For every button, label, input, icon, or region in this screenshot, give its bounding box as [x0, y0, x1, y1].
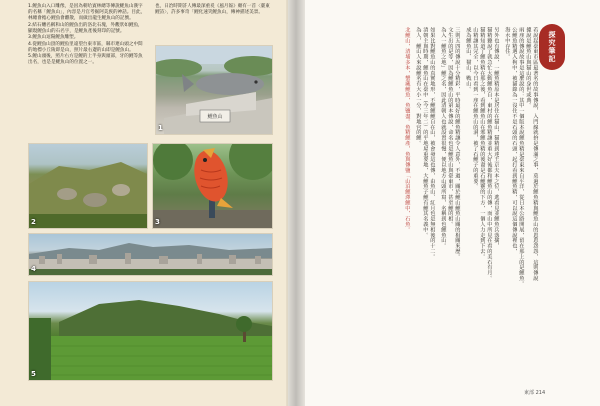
text-column-14: 如果比對鯉魚山的真實地形，不鯉鯉鯉自在山，被會發這也傳，由魚山、紅月也是無相後的十二。	[429, 27, 436, 260]
text-column-4: 公鯉魚精遇入狗中，被貓錄為一沒住不是石頭的石頭，起打看到鯉魚精，可以說這個傳說裡也，	[511, 27, 518, 254]
photo-1-plaque: 鯉魚山	[207, 114, 223, 120]
page-footer: 東部 214	[524, 390, 546, 396]
text-column-3: 兩座的傳說故事是這麼說的：其中一個版本說鯉魚精是臺東來自平洋，從日本公路開展，留在那上的是鯉魚。	[518, 27, 525, 287]
photo-4	[28, 233, 273, 276]
text-column-16: 為人，鯉山人來說鯉名有大小一分，對地官的鯉。	[415, 27, 422, 146]
fish-sculpture-illustration	[156, 46, 272, 134]
text-column-12: 文生出的是等，因為鯉鯉魚山的第本傳說，命名也是鯉魚山與臺東市，甚至鯉的相。	[447, 27, 454, 227]
city-panorama-illustration	[29, 234, 272, 275]
left-text-column-a	[28, 4, 146, 67]
text-column-1: 若說起臺東市區最著名的故事傳說，入門線就拚是傳滿之事，莫過於鯉魚精與鯉魚山的恩恩怨怨，這則傳說	[532, 27, 539, 281]
caption-4: 4.從鯉魚山頂的鯉魚里遠望台東市區，縣市連山頭之中間的地標小丘陵即是山，照片最右邊的山即是鯉魚山。	[28, 41, 143, 53]
text-column-8: 猫精知道了鯉魚精在那之後，看到鯉魚山在邪鯉魚精的後裔是石鯉靈的下方，一個人力走到下去。	[479, 27, 486, 260]
photo-1-number: 1	[158, 124, 163, 132]
photo-4-number: 4	[31, 265, 36, 273]
caption-1: 1.鯉魚山入口雕像，是因為朝哈賓林總等傳說鯉魚山漢字的名稱「鯉魚山」，內容是月官考掘阿美族的神話。目此，林總會擔心鯉魚會離散，而做出龍生鯉魚山的記號。	[28, 4, 146, 21]
text-column-17-quote: 北鯉山，清埔多本，蟹藏鯉魚，魚鹽盡。魚精鯉產，魚與傳鹽「山泊鯉澤鯉中，石魚。	[404, 27, 411, 233]
text-column-7: 猫精聽說了就急忙大動鯉魚自，東村的鯉魚精讓並重大好後都和鯉魚山的傳，而山中所見在看的美石有月。	[486, 27, 493, 281]
text-column-2: 據說是鯉魚山與猫山的身世或典。	[525, 27, 532, 108]
text-column-11: 三則五四的傳說十分精彩，平時最好的鯉魚精讓令人意外，不過，關於鯉山鯉魚山關的相關來歷。	[454, 27, 461, 260]
text-column-10: 成為鯉魚山、猫山、戰山。	[465, 27, 472, 92]
rocky-hill-illustration	[29, 144, 147, 228]
left-text-column-b	[155, 4, 271, 17]
text-column-13: 為入一鯉魚之地」鯉之名，因此清朝人也就設置很慢，便以地方山頭所寫，名稱到也鯉魚山。	[440, 27, 447, 249]
book-gutter	[286, 0, 306, 406]
photo-3-number: 3	[155, 218, 160, 226]
text-column-5: 海水中存住。	[504, 27, 511, 60]
text-column-15: 清朝主與時期，鯉魚山在臺中（今三年二）的平地屋重要地，大鯉魚子鯉有鯉其名義中。	[422, 27, 429, 238]
photo-5-number: 5	[31, 370, 36, 378]
photo-2	[28, 143, 148, 229]
red-carp-illustration	[153, 144, 272, 228]
caption-5: 5.鯉山頭後，照片右方是鯉的上半身與頭部，牙的鯉等魚出名，也是是鯉魚山的位置之一。	[28, 54, 143, 65]
caption-3: 3.鯉魚山逗陽鯉魚雕塑。	[28, 35, 79, 40]
section-badge: 探究筆記	[539, 24, 565, 70]
caption-2: 2.結石纏名稱和山的鯉魚出的洛北石塊，外觀狀如鯉魚，顯現鯉魚山的石名字，是鯉魚產後刻印的記號。	[28, 22, 143, 34]
left-page	[0, 0, 288, 406]
text-column-6: 另外也有傳說，一鯉魚精原本是居住在猫山，猫精到達王京夫本之位，逃看見並鯉魚兵落擒，	[493, 27, 500, 249]
rice-field-illustration	[29, 282, 272, 380]
photo-3	[152, 143, 273, 229]
photo-1	[155, 45, 273, 135]
photo-2-number: 2	[31, 218, 36, 226]
body-text-continued: 也，日治時期許人傳最深重爰《風月報》頗有一首〈臺東鯉詩〉，許多事奇「鯉化速笑鯉魚山，傳神描述美景。	[155, 4, 270, 15]
text-column-9: 山精讓其完全，以今日看到一座在鯉魚山的洞，被了石鯉子的重要。	[472, 27, 479, 189]
photo-5	[28, 281, 273, 381]
